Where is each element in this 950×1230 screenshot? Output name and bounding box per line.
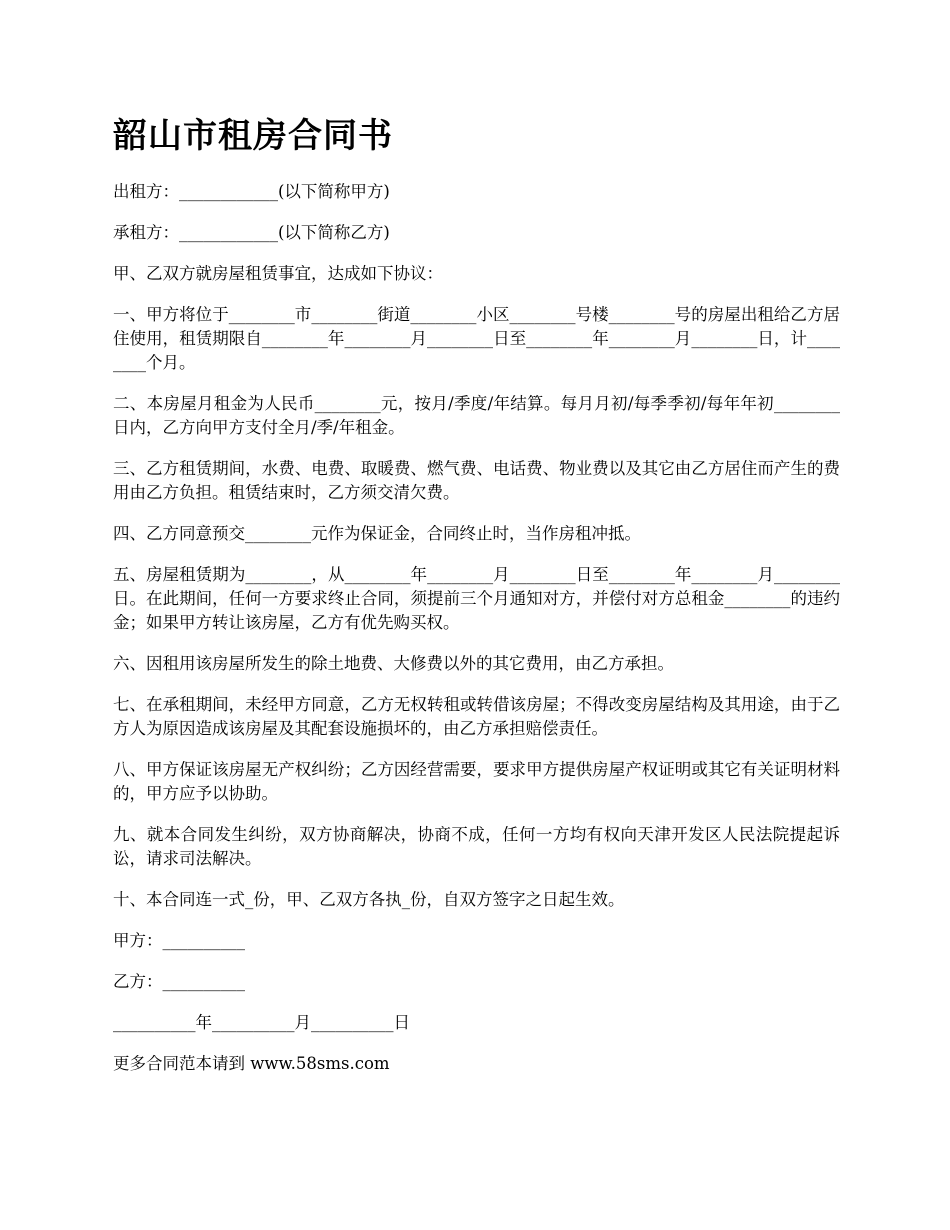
clause-4: 四、乙方同意预交________元作为保证金，合同终止时，当作房租冲抵。 — [113, 524, 641, 543]
footer-note: 更多合同范本请到 www.58sms.com — [113, 1054, 390, 1073]
signing-date: __________年__________月__________日 — [113, 1013, 410, 1032]
agreement-intro: 甲、乙双方就房屋租赁事宜，达成如下协议： — [113, 264, 443, 283]
party-b-signature: 乙方：__________ — [113, 972, 245, 991]
clause-9: 九、就本合同发生纠纷，双方协商解决，协商不成，任何一方均有权向天津开发区人民法院提起诉讼，请求司法解决。 — [113, 825, 840, 868]
clause-6: 六、因租用该房屋所发生的除土地费、大修费以外的其它费用，由乙方承担。 — [113, 654, 674, 673]
clause-3: 三、乙方租赁期间，水费、电费、取暖费、燃气费、电话费、物业费以及其它由乙方居住而产生的费用由乙方负担。租赁结束时，乙方须交清欠费。 — [113, 459, 840, 502]
document-title: 韶山市租房合同书 — [113, 116, 393, 156]
contract-document — [113, 112, 840, 1093]
clause-1: 一、甲方将位于________市________街道________小区________号楼________号的房屋出租给乙方居住使用，租赁期限自________年________月________日至________年________月________日，计________个月。 — [113, 305, 840, 372]
clause-2: 二、本房屋月租金为人民币________元，按月/季度/年结算。每月月初/每季季初/每年年初________日内，乙方向甲方支付全月/季/年租金。 — [113, 394, 840, 437]
clause-10: 十、本合同连一式_份，甲、乙双方各执_份，自双方签字之日起生效。 — [113, 890, 625, 909]
party-a-signature: 甲方：__________ — [113, 931, 245, 950]
clause-7: 七、在承租期间，未经甲方同意，乙方无权转租或转借该房屋；不得改变房屋结构及其用途，由于乙方人为原因造成该房屋及其配套设施损坏的，由乙方承担赔偿责任。 — [113, 695, 840, 738]
clause-8: 八、甲方保证该房屋无产权纠纷；乙方因经营需要，要求甲方提供房屋产权证明或其它有关证明材料的，甲方应予以协助。 — [113, 760, 840, 803]
lessee-line: 承租方：____________(以下简称乙方) — [113, 223, 390, 242]
lessor-line: 出租方：____________(以下简称甲方) — [113, 182, 390, 201]
clause-5: 五、房屋租赁期为________，从________年________月________日至________年________月________日。在此期间，任何一方要求终止合同，须提前三个月通知对方，并偿付对方总租金________的违约金；如果甲方转让该房屋，乙方有优先购买权。 — [113, 565, 840, 632]
